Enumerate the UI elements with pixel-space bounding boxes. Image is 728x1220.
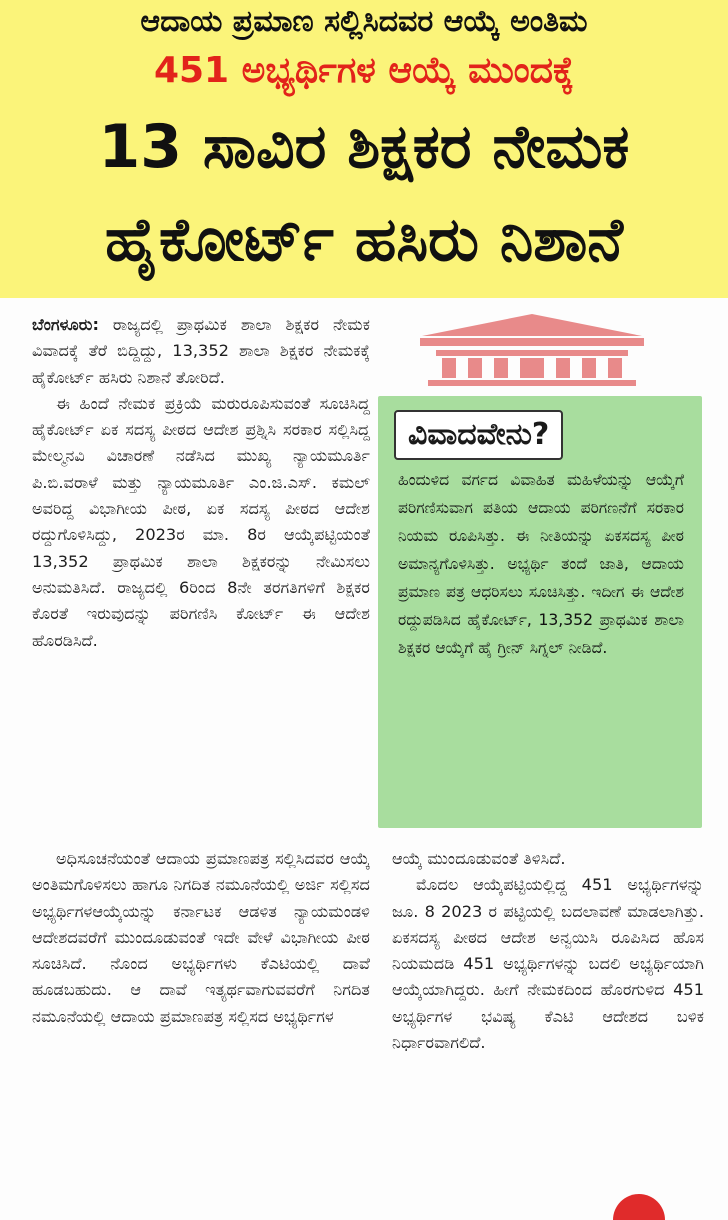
article-column-3	[392, 846, 704, 1056]
sidebar-body	[398, 466, 684, 662]
article-paragraph-4: ಮೊದಲ ಆಯ್ಕೆಪಟ್ಟಿಯಲ್ಲಿದ್ದ 451 ಅಭ್ಯರ್ಥಿಗಳನ್ನು ಜೂ. 8 2023 ರ ಪಟ್ಟಿಯಲ್ಲಿ ಬದಲಾವಣೆ ಮಾಡಲಾಗಿತ್ತು. ಏಕಸದಸ್ಯ ಪೀಠದ ಆದೇಶ ಅನ್ವಯಿಸಿ ರೂಪಿಸಿದ ಹೊಸ ನಿಯಮದಡಿ 451 ಅಭ್ಯರ್ಥಿಗಳನ್ನು ಬದಲಿ ಅಭ್ಯರ್ಥಿಯಾಗಿ ಆಯ್ಕೆಯಾಗಿದ್ದರು. ಹೀಗೆ ನೇಮಕದಿಂದ ಹೊರಗುಳಿದ 451 ಅಭ್ಯರ್ಥಿಗಳ ಭವಿಷ್ಯ ಕೆಎಟಿ ಆದೇಶದ ಬಳಿಕ ನಿರ್ಧಾರವಾಗಲಿದೆ.	[392, 875, 704, 1053]
sidebar-paragraph: ಹಿಂದುಳಿದ ವರ್ಗದ ವಿವಾಹಿತ ಮಹಿಳೆಯನ್ನು ಆಯ್ಕೆಗೆ ಪರಿಗಣಿಸುವಾಗ ಪತಿಯ ಆದಾಯ ಪರಿಗಣನೆಗೆ ಸರಕಾರ ನಿಯಮ ರೂಪಿಸಿತ್ತು. ಈ ನೀತಿಯನ್ನು ಏಕಸದಸ್ಯ ಪೀಠ ಅಮಾನ್ಯಗೊಳಿಸಿತ್ತು. ಅಭ್ಯರ್ಥಿ ತಂದೆ ಜಾತಿ, ಆದಾಯ ಪ್ರಮಾಣ ಪತ್ರ ಆಧರಿಸಲು ಸೂಚಿಸಿತ್ತು. ಇದೀಗ ಈ ಆದೇಶ ರದ್ದುಪಡಿಸಿದ ಹೈಕೋರ್ಟ್, 13,352 ಪ್ರಾಥಮಿಕ ಶಾಲಾ ಶಿಕ್ಷಕರ ಆಯ್ಕೆಗೆ ಹೈ ಗ್ರೀನ್ ಸಿಗ್ನಲ್ ನೀಡಿದೆ.	[398, 471, 684, 657]
headline-main-line-1: 13 ಸಾವಿರ ಶಿಕ್ಷಕರ ನೇಮಕ	[98, 112, 630, 182]
corner-decoration	[604, 1180, 674, 1220]
article-column-2	[32, 846, 370, 1030]
headline-kicker: ಆದಾಯ ಪ್ರಮಾಣ ಸಲ್ಲಿಸಿದವರ ಆಯ್ಕೆ ಅಂತಿಮ	[140, 4, 588, 39]
paragraph-1-text: ರಾಜ್ಯದಲ್ಲಿ ಪ್ರಾಥಮಿಕ ಶಾಲಾ ಶಿಕ್ಷಕರ ನೇಮಕ ವಿವಾದಕ್ಕೆ ತೆರೆ ಬಿದ್ದಿದ್ದು, 13,352 ಶಾಲಾ ಶಿಕ್ಷಕರ ನೇಮಕಕ್ಕೆ ಹೈಕೋರ್ಟ್ ಹಸಿರು ನಿಶಾನೆ ತೋರಿದೆ.	[32, 315, 370, 387]
article-paragraph-3-continued: ಆಯ್ಕೆ ಮುಂದೂಡುವಂತೆ ತಿಳಿಸಿದೆ.	[392, 849, 566, 868]
article-paragraph-1	[32, 312, 370, 391]
sidebar-title: ವಿವಾದವೇನು?	[394, 410, 563, 460]
sidebar-box	[378, 396, 702, 828]
article-paragraph-2: ಈ ಹಿಂದೆ ನೇಮಕ ಪ್ರಕ್ರಿಯೆ ಮರುರೂಪಿಸುವಂತೆ ಸೂಚಿಸಿದ್ದ ಹೈಕೋರ್ಟ್ ಏಕ ಸದಸ್ಯ ಪೀಠದ ಆದೇಶ ಪ್ರಶ್ನಿಸಿ ಸರಕಾರ ಸಲ್ಲಿಸಿದ್ದ ಮೇಲ್ಮನವಿ ವಿಚಾರಣೆ ನಡೆಸಿದ ಮುಖ್ಯ ನ್ಯಾಯಮೂರ್ತಿ ಪಿ.ಬಿ.ವರಾಳೆ ಮತ್ತು ನ್ಯಾಯಮೂರ್ತಿ ಎಂ.ಜಿ.ಎಸ್. ಕಮಲ್ ಅವರಿದ್ದ ವಿಭಾಗೀಯ ಪೀಠ, ಏಕ ಸದಸ್ಯ ಪೀಠದ ಆದೇಶ ರದ್ದುಗೊಳಿಸಿದ್ದು, 2023ರ ಮಾ. 8ರ ಆಯ್ಕೆಪಟ್ಟಿಯಂತೆ 13,352 ಪ್ರಾಥಮಿಕ ಶಾಲಾ ಶಿಕ್ಷಕರನ್ನು ನೇಮಿಸಲು ಅನುಮತಿಸಿದೆ. ರಾಜ್ಯದಲ್ಲಿ 6ರಿಂದ 8ನೇ ತರಗತಿಗಳಿಗೆ ಶಿಕ್ಷಕರ ಕೊರತೆ ಇರುವುದನ್ನು ಪರಿಗಣಿಸಿ ಕೋರ್ಟ್ ಈ ಆದೇಶ ಹೊರಡಿಸಿದೆ.	[32, 393, 370, 650]
article-paragraph-3: ಅಧಿಸೂಚನೆಯಂತೆ ಆದಾಯ ಪ್ರಮಾಣಪತ್ರ ಸಲ್ಲಿಸಿದವರ ಆಯ್ಕೆ ಅಂತಿಮಗೊಳಿಸಲು ಹಾಗೂ ನಿಗದಿತ ನಮೂನೆಯಲ್ಲಿ ಅರ್ಜಿ ಸಲ್ಲಿಸದ ಅಭ್ಯರ್ಥಿಗಳಆಯ್ಕೆಯನ್ನು ಕರ್ನಾಟಕ ಆಡಳಿತ ನ್ಯಾಯಮಂಡಳಿ ಆದೇಶದವರೆಗೆ ಮುಂದೂಡುವಂತೆ ಇದೇ ವೇಳೆ ವಿಭಾಗೀಯ ಪೀಠ ಸೂಚಿಸಿದೆ. ನೊಂದ ಅಭ್ಯರ್ಥಿಗಳು ಕೆಎಟಿಯಲ್ಲಿ ದಾವೆ ಹೂಡಬಹುದು. ಆ ದಾವೆ ಇತ್ಯರ್ಥವಾಗುವವರೆಗೆ ನಿಗದಿತ ನಮೂನೆಯಲ್ಲಿ ಆದಾಯ ಪ್ರಮಾಣಪತ್ರ ಸಲ್ಲಿಸದ ಅಭ್ಯರ್ಥಿಗಳ	[32, 849, 370, 1026]
headline-banner	[0, 0, 728, 298]
headline-main-line-2: ಹೈಕೋರ್ಟ್ ಹಸಿರು ನಿಶಾನೆ	[104, 205, 624, 275]
article-column-1	[32, 312, 370, 654]
headline-red-deck: 451 ಅಭ್ಯರ್ಥಿಗಳ ಆಯ್ಕೆ ಮುಂದಕ್ಕೆ	[153, 50, 575, 91]
court-building-icon	[418, 312, 646, 388]
dateline: ಬೆಂಗಳೂರು:	[32, 315, 99, 334]
